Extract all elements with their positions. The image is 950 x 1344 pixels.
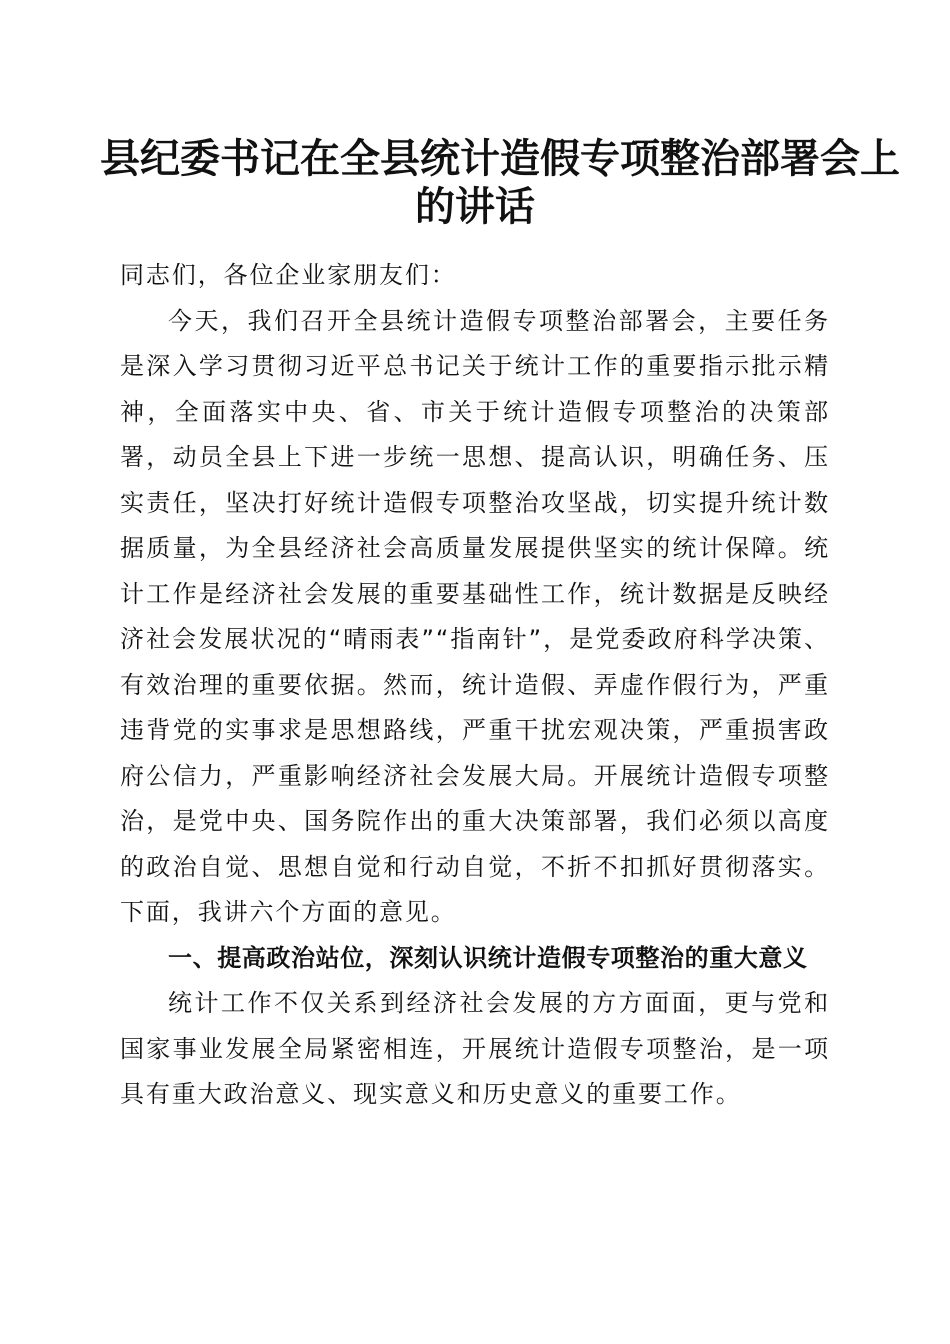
section-paragraph-1: 统计工作不仅关系到经济社会发展的方方面面，更与党和国家事业发展全局紧密相连，开展统计造假专项整治，是一项具有重大政治意义、现实意义和历史意义的重要工作。 bbox=[120, 989, 830, 1108]
document-title-line-2: 的讲话 bbox=[415, 183, 535, 230]
document-title-line-1: 县纪委书记在全县统计造假专项整治部署会上 bbox=[100, 135, 900, 182]
opening-paragraph: 今天，我们召开全县统计造假专项整治部署会，主要任务是深入学习贯彻习近平总书记关于统计工作的重要指示批示精神，全面落实中央、省、市关于统计造假专项整治的决策部署，动员全县上下进一步统一思想、提高认识，明确任务、压实责任，坚决打好统计造假专项整治攻坚战，切实提升统计数据质量，为全县经济社会高质量发展提供坚实的统计保障。统计工作是经济社会发展的重要基础性工作，统计数据是反映经济社会发展状况的“晴雨表”“指南针”，是党委政府科学决策、有效治理的重要依据。然而，统计造假、弄虚作假行为，严重违背党的实事求是思想路线，严重干扰宏观决策，严重损害政府公信力，严重影响经济社会发展大局。开展统计造假专项整治，是党中央、国务院作出的重大决策部署，我们必须以高度的政治自觉、思想自觉和行动自觉，不折不扣抓好贯彻落实。下面，我讲六个方面的意见。 bbox=[120, 306, 830, 926]
salutation: 同志们，各位企业家朋友们： bbox=[120, 261, 457, 289]
section-heading-1: 一、提高政治站位，深刻认识统计造假专项整治的重大意义 bbox=[168, 943, 808, 972]
document-body bbox=[120, 253, 830, 1118]
